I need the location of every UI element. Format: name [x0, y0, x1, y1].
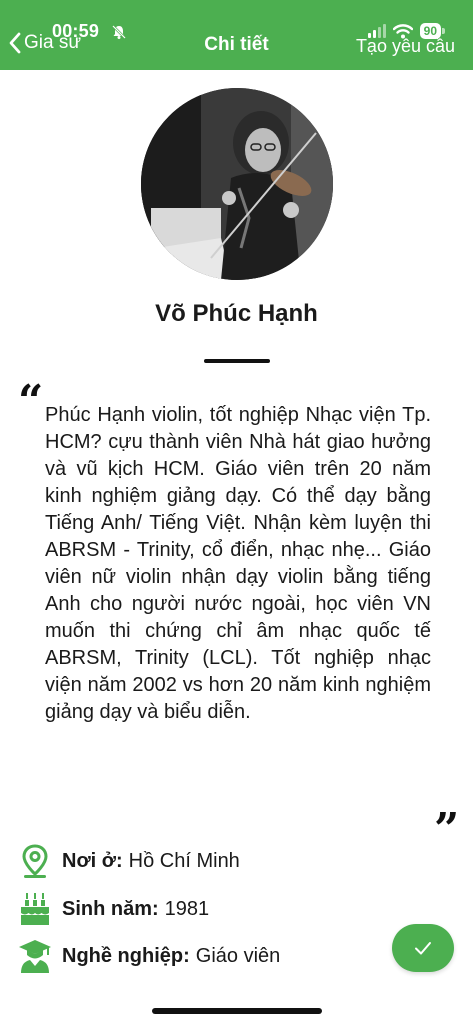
graduate-icon	[18, 938, 52, 974]
residence-value: Hồ Chí Minh	[128, 849, 240, 872]
confirm-fab-button[interactable]	[392, 924, 454, 972]
status-time: 00:59	[52, 21, 100, 41]
job-label: Nghề nghiệp:	[62, 944, 190, 967]
birth-label: Sinh năm:	[62, 897, 159, 920]
birth-value: 1981	[164, 897, 210, 920]
avatar	[141, 88, 333, 280]
header-bar	[0, 0, 473, 70]
bio-text: Phúc Hạnh violin, tốt nghiệp Nhạc viện Tp. HCM? cựu thành viên Nhà hát giao hưởng và vũ kịch HCM. Giáo viên trên 20 năm kinh nghiệm giảng dạy. Có thể dạy bằng Tiếng Anh/ Tiếng Việt. Nhận kèm luyện thi ABRSM - Trinity, cổ điển, nhạc nhẹ... Giáo viên nữ violin nhận dạy violin bằng tiếng Anh cho người nước ngoài, học viên VN muốn thi chứng chỉ âm nhạc quốc tế ABRSM, Trinity (LCL). Tốt nghiệp nhạc viện năm 2002 vs hơn 20 năm kinh nghiệm giảng dạy và biểu diễn.	[45, 404, 431, 723]
tutor-bio	[45, 402, 431, 726]
birth-year-row	[18, 891, 209, 927]
back-label: Gia sư	[24, 32, 82, 53]
checkmark-icon	[412, 937, 434, 959]
name-divider	[204, 359, 270, 363]
page-title: Chi tiết	[204, 34, 269, 55]
occupation-row	[18, 938, 280, 974]
battery-level: 90	[420, 23, 441, 39]
home-indicator[interactable]	[152, 1008, 322, 1014]
job-value: Giáo viên	[195, 944, 281, 967]
residence-label: Nơi ở:	[62, 849, 123, 872]
close-quote-icon: ”	[434, 804, 460, 855]
tutor-name: Võ Phúc Hạnh	[155, 300, 318, 327]
open-quote-icon: “	[18, 376, 44, 427]
birthday-cake-icon	[18, 891, 52, 927]
residence-row	[18, 843, 240, 879]
map-pin-icon	[18, 843, 52, 879]
create-request-button[interactable]: Tạo yêu cầu	[355, 36, 455, 56]
avatar-photo	[141, 88, 333, 280]
